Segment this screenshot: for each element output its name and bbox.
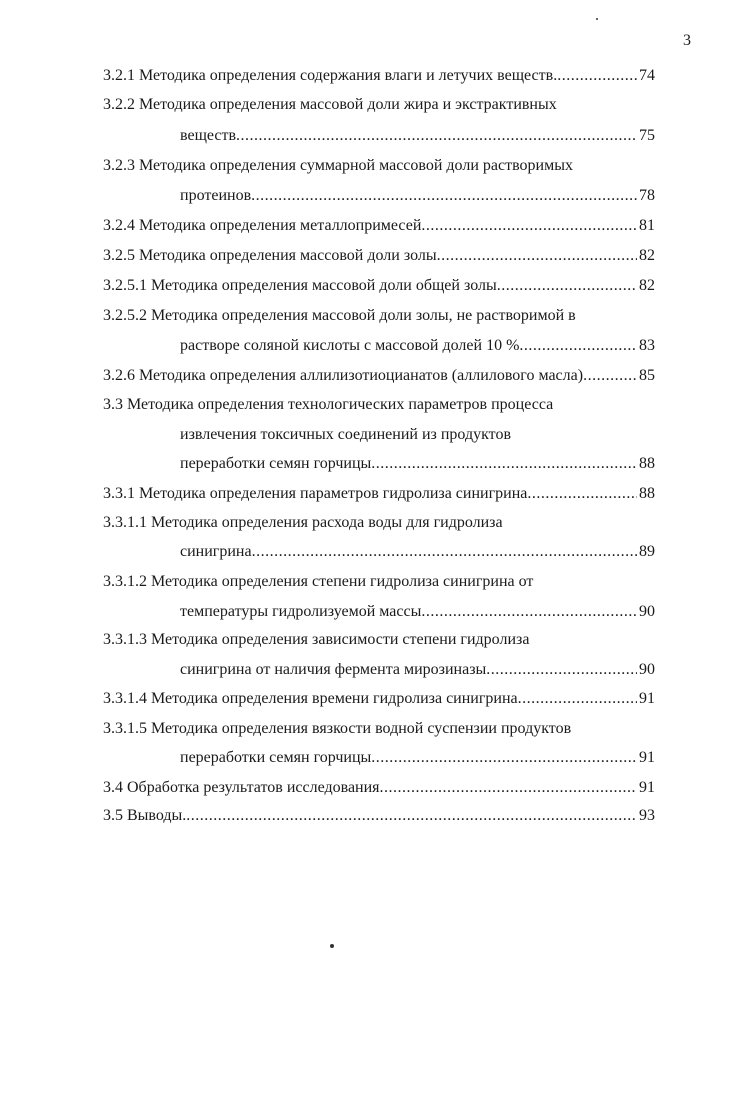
toc-entry-title-continued: переработки семян горчицы (180, 455, 372, 472)
toc-leader-dots (527, 479, 637, 509)
toc-entry-page: 91 (639, 690, 655, 707)
scan-speck (330, 944, 334, 948)
toc-leader-dots (557, 61, 637, 91)
toc-entry-continuation (0, 537, 733, 567)
page-number: 3 (683, 32, 691, 49)
toc-entry-page: 89 (639, 543, 655, 560)
toc-entry-title-continued: извлечения токсичных соединений из продуктов (180, 426, 511, 443)
toc-entry-title: 3.2.5.2 Методика определения массовой доли золы, не растворимой в (103, 307, 576, 324)
toc-entry-page: 90 (639, 661, 655, 678)
toc-entry-page: 83 (639, 337, 655, 354)
toc-entry-title: 3.4 Обработка результатов исследования (103, 779, 380, 796)
toc-entry (0, 714, 733, 744)
toc-entry (0, 271, 733, 301)
toc-entry (0, 301, 733, 331)
toc-entry (0, 684, 733, 714)
toc-entry-title: 3.2.4 Методика определения металлопримесей (103, 217, 422, 234)
toc-leader-dots (497, 271, 637, 301)
toc-leader-dots (186, 801, 637, 831)
toc-entry-title: 3.5 Выводы. (103, 807, 187, 824)
toc-entry-title: 3.3.1.3 Методика определения зависимости степени гидролиза (103, 631, 530, 648)
toc-entry-title-continued: веществ (180, 127, 237, 144)
toc-entry-title: 3.2.5 Методика определения массовой доли золы (103, 247, 437, 264)
toc-entry-title: 3.3.1.5 Методика определения вязкости водной суспензии продуктов (103, 720, 572, 737)
toc-entry-page: 91 (639, 779, 655, 796)
toc-entry-page: 88 (639, 455, 655, 472)
toc-entry-continuation (0, 181, 733, 211)
toc-entry-page: 81 (639, 217, 655, 234)
toc-entry-title: 3.2.5.1 Методика определения массовой доли общей золы (103, 277, 497, 294)
toc-entry (0, 361, 733, 391)
toc-entry-page: 88 (639, 485, 655, 502)
toc-entry-page: 82 (639, 247, 655, 264)
toc-entry-continuation (0, 597, 733, 627)
toc-entry-title: 3.2.1 Методика определения содержания влаги и летучих веществ. (103, 67, 558, 84)
toc-entry (0, 479, 733, 509)
toc-entry-page: 75 (639, 127, 655, 144)
toc-entry-title: 3.3.1.1 Методика определения расхода воды для гидролиза (103, 514, 503, 531)
toc-leader-dots (421, 211, 637, 241)
toc-entry-title-continued: переработки семян горчицы (180, 749, 372, 766)
toc-leader-dots (437, 241, 637, 271)
toc-entry-continuation (0, 331, 733, 361)
toc-leader-dots (518, 684, 637, 714)
toc-entry (0, 567, 733, 597)
toc-entry-page: 85 (639, 367, 655, 384)
toc-leader-dots (380, 773, 637, 803)
toc-entry-title: 3.2.6 Методика определения аллилизотиоцианатов (аллилового масла) (103, 367, 584, 384)
toc-entry (0, 61, 733, 91)
toc-leader-dots (251, 181, 637, 211)
toc-entry-continuation (0, 655, 733, 685)
toc-entry (0, 625, 733, 655)
toc-entry (0, 508, 733, 538)
toc-entry-page: 91 (639, 749, 655, 766)
toc-leader-dots (486, 655, 637, 685)
toc-entry-page: 90 (639, 603, 655, 620)
toc-entry (0, 241, 733, 271)
toc-leader-dots (371, 449, 637, 479)
toc-entry (0, 773, 733, 803)
toc-entry-continuation (0, 449, 733, 479)
toc-leader-dots (519, 331, 637, 361)
toc-entry-page: 74 (639, 67, 655, 84)
toc-entry-title-continued: температуры гидролизуемой массы (180, 603, 422, 620)
toc-entry-title: 3.3.1.2 Методика определения степени гидролиза синигрина от (103, 573, 534, 590)
toc-entry (0, 801, 733, 831)
toc-entry-page: 78 (639, 187, 655, 204)
toc-entry (0, 151, 733, 181)
toc-entry-title: 3.3 Методика определения технологических параметров процесса (103, 396, 554, 413)
toc-entry-continuation (0, 420, 733, 450)
toc-entry-title: 3.2.2 Методика определения массовой доли жира и экстрактивных (103, 96, 557, 113)
toc-entry (0, 90, 733, 120)
toc-leader-dots (583, 361, 637, 391)
toc-entry-continuation (0, 743, 733, 773)
toc-entry-page: 93 (639, 807, 655, 824)
toc-leader-dots (236, 121, 637, 151)
toc-entry (0, 390, 733, 420)
toc-leader-dots (252, 537, 637, 567)
scan-speck (596, 18, 598, 20)
toc-entry-title-continued: синигрина (180, 543, 252, 560)
toc-leader-dots (421, 597, 637, 627)
toc-entry-title-continued: синигрина от наличия фермента мирозиназы (180, 661, 487, 678)
toc-entry-title: 3.3.1 Методика определения параметров гидролиза синигрина (103, 485, 528, 502)
toc-entry (0, 211, 733, 241)
toc-entry-title-continued: растворе соляной кислоты с массовой долей 10 % (180, 337, 520, 354)
toc-entry-page: 82 (639, 277, 655, 294)
toc-entry-title: 3.2.3 Методика определения суммарной массовой доли растворимых (103, 157, 573, 174)
toc-entry-continuation (0, 121, 733, 151)
toc-entry-title-continued: протеинов (180, 187, 252, 204)
toc-leader-dots (371, 743, 637, 773)
toc-entry-title: 3.3.1.4 Методика определения времени гидролиза синигрина (103, 690, 518, 707)
